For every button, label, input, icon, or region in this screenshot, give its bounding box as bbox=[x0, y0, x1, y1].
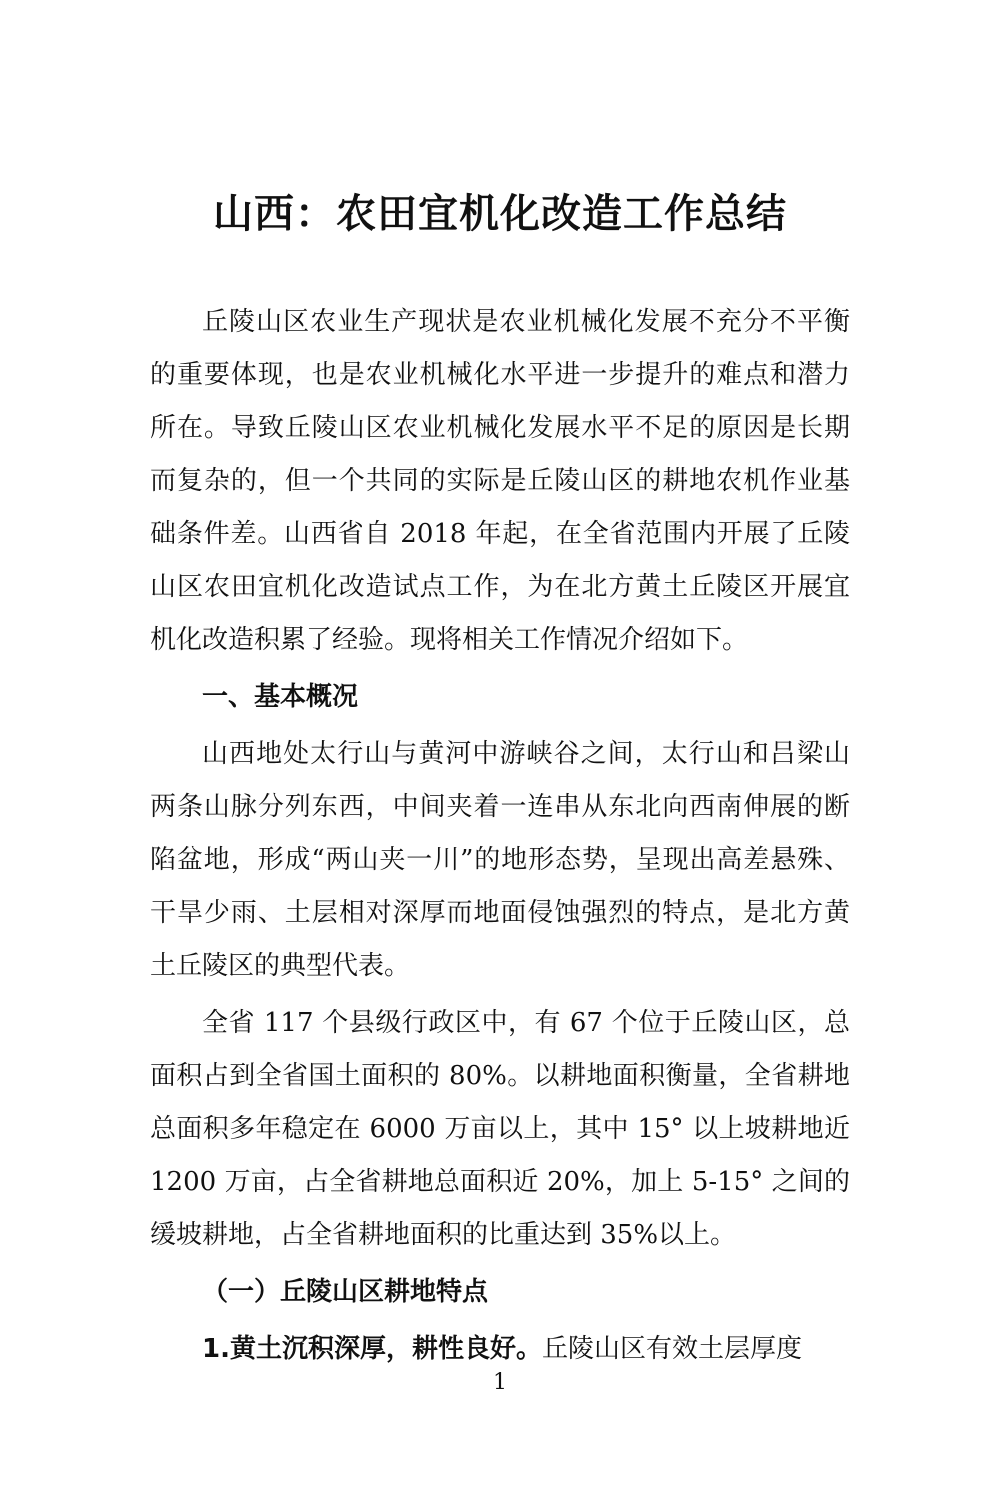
subsection-heading-farmland-features: （一）丘陵山区耕地特点 bbox=[202, 1277, 489, 1307]
page-number: 1 bbox=[493, 1370, 507, 1395]
item-1-lead: 1.黄土沉积深厚，耕性良好。 bbox=[202, 1334, 542, 1364]
section-heading-basic-overview: 一、基本概况 bbox=[202, 682, 359, 712]
intro-paragraph: 丘陵山区农业生产现状是农业机械化发展不充分不平衡的重要体现，也是农业机械化水平进一步提升的难点和潜力所在。导致丘陵山区农业机械化发展水平不足的原因是长期而复杂的，但一个共同的实际是丘陵山区的耕地农机作业基础条件差。山西省自 2018 年起，在全省范围内开展了丘陵山区农田宜机化改造试点工作，为在北方黄土丘陵区开展宜机化改造积累了经验。现将相关工作情况介绍如下。 bbox=[150, 307, 850, 655]
item-1-text: 丘陵山区有效土层厚度 bbox=[541, 1334, 802, 1364]
farmland-statistics-paragraph: 全省 117 个县级行政区中，有 67 个位于丘陵山区，总面积占到全省国土面积的 80%。以耕地面积衡量，全省耕地总面积多年稳定在 6000 万亩以上，其中 15° 以上坡耕地近 1200 万亩，占全省耕地总面积近 20%，加上 5-15° 之间的缓坡耕地，占全省耕地面积的比重达到 35%以上。 bbox=[150, 1008, 850, 1250]
geography-paragraph: 山西地处太行山与黄河中游峡谷之间，太行山和吕梁山两条山脉分列东西，中间夹着一连串从东北向西南伸展的断陷盆地，形成“两山夹一川”的地形态势，呈现出高差悬殊、干旱少雨、土层相对深厚而地面侵蚀强烈的特点，是北方黄土丘陵区的典型代表。 bbox=[150, 739, 850, 981]
page-title: 山西：农田宜机化改造工作总结 bbox=[213, 191, 787, 237]
document-body bbox=[150, 296, 850, 1380]
